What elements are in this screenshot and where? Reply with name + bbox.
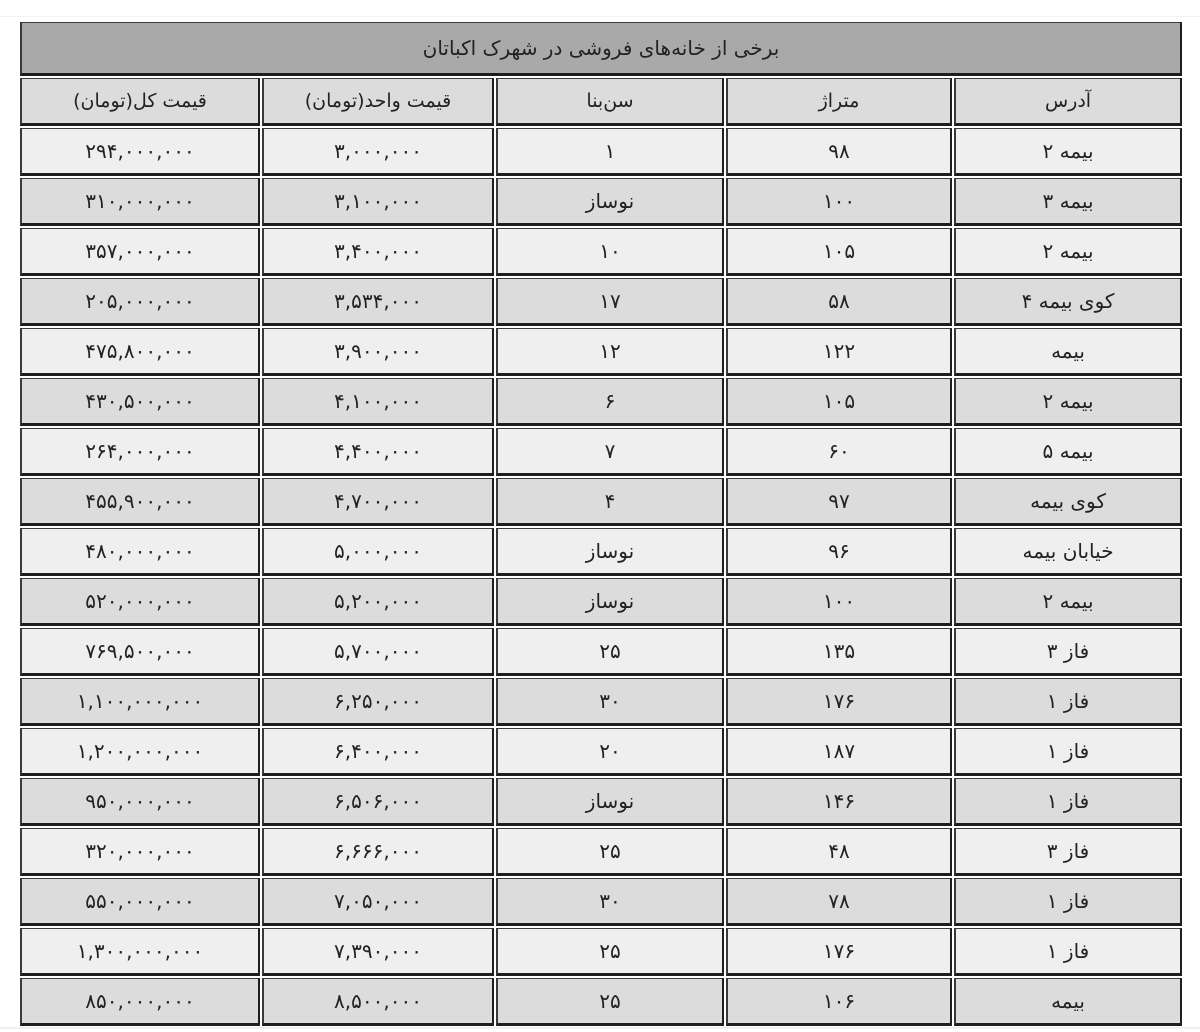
cell-unit-price: ۴,۱۰۰,۰۰۰ — [262, 378, 494, 426]
cell-unit-price: ۴,۴۰۰,۰۰۰ — [262, 428, 494, 476]
cell-age: ۳۰ — [496, 678, 724, 726]
cell-unit-price: ۳,۱۰۰,۰۰۰ — [262, 178, 494, 226]
table-row — [20, 378, 1182, 426]
cell-total-price: ۱,۲۰۰,۰۰۰,۰۰۰ — [20, 728, 260, 776]
cell-area: ۹۷ — [726, 478, 952, 526]
bottom-divider — [0, 1027, 1200, 1029]
table-row — [20, 328, 1182, 376]
cell-address: بیمه ۲ — [954, 228, 1182, 276]
cell-age: ۳۰ — [496, 878, 724, 926]
cell-area: ۱۷۶ — [726, 928, 952, 976]
cell-total-price: ۱,۳۰۰,۰۰۰,۰۰۰ — [20, 928, 260, 976]
cell-total-price: ۴۸۰,۰۰۰,۰۰۰ — [20, 528, 260, 576]
cell-area: ۱۴۶ — [726, 778, 952, 826]
cell-unit-price: ۶,۶۶۶,۰۰۰ — [262, 828, 494, 876]
cell-address: فاز ۳ — [954, 828, 1182, 876]
cell-total-price: ۲۰۵,۰۰۰,۰۰۰ — [20, 278, 260, 326]
cell-age: ۷ — [496, 428, 724, 476]
header-age: سن‌بنا — [496, 78, 724, 126]
cell-total-price: ۲۹۴,۰۰۰,۰۰۰ — [20, 128, 260, 176]
cell-address: بیمه ۵ — [954, 428, 1182, 476]
header-total-price: قیمت کل(تومان) — [20, 78, 260, 126]
cell-area: ۱۰۵ — [726, 378, 952, 426]
houses-for-sale-table — [18, 20, 1184, 1028]
header-area: متراژ — [726, 78, 952, 126]
cell-address: بیمه — [954, 328, 1182, 376]
cell-unit-price: ۵,۲۰۰,۰۰۰ — [262, 578, 494, 626]
cell-total-price: ۴۵۵,۹۰۰,۰۰۰ — [20, 478, 260, 526]
cell-unit-price: ۶,۵۰۶,۰۰۰ — [262, 778, 494, 826]
cell-address: بیمه ۳ — [954, 178, 1182, 226]
table-row — [20, 928, 1182, 976]
cell-unit-price: ۵,۰۰۰,۰۰۰ — [262, 528, 494, 576]
cell-area: ۱۲۲ — [726, 328, 952, 376]
cell-address: کوی بیمه — [954, 478, 1182, 526]
cell-area: ۴۸ — [726, 828, 952, 876]
cell-address: بیمه ۲ — [954, 128, 1182, 176]
table-row — [20, 278, 1182, 326]
cell-area: ۱۰۶ — [726, 978, 952, 1026]
cell-total-price: ۴۳۰,۵۰۰,۰۰۰ — [20, 378, 260, 426]
table-row — [20, 228, 1182, 276]
cell-address: فاز ۳ — [954, 628, 1182, 676]
cell-address: بیمه — [954, 978, 1182, 1026]
cell-unit-price: ۳,۵۳۴,۰۰۰ — [262, 278, 494, 326]
table-row — [20, 778, 1182, 826]
top-divider — [0, 16, 1200, 17]
cell-area: ۱۳۵ — [726, 628, 952, 676]
cell-area: ۱۸۷ — [726, 728, 952, 776]
cell-unit-price: ۷,۳۹۰,۰۰۰ — [262, 928, 494, 976]
cell-address: فاز ۱ — [954, 728, 1182, 776]
cell-area: ۹۶ — [726, 528, 952, 576]
table-body — [20, 128, 1182, 1026]
cell-age: نوساز — [496, 178, 724, 226]
cell-unit-price: ۶,۴۰۰,۰۰۰ — [262, 728, 494, 776]
cell-area: ۶۰ — [726, 428, 952, 476]
cell-age: ۶ — [496, 378, 724, 426]
cell-unit-price: ۶,۲۵۰,۰۰۰ — [262, 678, 494, 726]
cell-area: ۷۸ — [726, 878, 952, 926]
cell-total-price: ۲۶۴,۰۰۰,۰۰۰ — [20, 428, 260, 476]
title-row — [20, 22, 1182, 76]
header-unit-price: قیمت واحد(تومان) — [262, 78, 494, 126]
cell-unit-price: ۳,۹۰۰,۰۰۰ — [262, 328, 494, 376]
cell-total-price: ۳۲۰,۰۰۰,۰۰۰ — [20, 828, 260, 876]
cell-age: ۴ — [496, 478, 724, 526]
cell-age: ۲۵ — [496, 928, 724, 976]
cell-address: خیابان بیمه — [954, 528, 1182, 576]
cell-address: فاز ۱ — [954, 878, 1182, 926]
cell-area: ۱۰۵ — [726, 228, 952, 276]
cell-unit-price: ۸,۵۰۰,۰۰۰ — [262, 978, 494, 1026]
cell-total-price: ۵۵۰,۰۰۰,۰۰۰ — [20, 878, 260, 926]
table-row — [20, 178, 1182, 226]
cell-total-price: ۹۵۰,۰۰۰,۰۰۰ — [20, 778, 260, 826]
cell-age: ۱۲ — [496, 328, 724, 376]
table-row — [20, 978, 1182, 1026]
table-row — [20, 578, 1182, 626]
cell-total-price: ۷۶۹,۵۰۰,۰۰۰ — [20, 628, 260, 676]
cell-area: ۱۰۰ — [726, 178, 952, 226]
cell-age: ۲۰ — [496, 728, 724, 776]
table-row — [20, 828, 1182, 876]
table-row — [20, 678, 1182, 726]
table-row — [20, 478, 1182, 526]
cell-address: بیمه ۲ — [954, 578, 1182, 626]
table-row — [20, 878, 1182, 926]
cell-age: ۱ — [496, 128, 724, 176]
cell-age: ۱۰ — [496, 228, 724, 276]
cell-unit-price: ۳,۰۰۰,۰۰۰ — [262, 128, 494, 176]
cell-address: فاز ۱ — [954, 678, 1182, 726]
header-address: آدرس — [954, 78, 1182, 126]
cell-area: ۵۸ — [726, 278, 952, 326]
cell-total-price: ۱,۱۰۰,۰۰۰,۰۰۰ — [20, 678, 260, 726]
cell-unit-price: ۵,۷۰۰,۰۰۰ — [262, 628, 494, 676]
cell-total-price: ۳۵۷,۰۰۰,۰۰۰ — [20, 228, 260, 276]
cell-age: نوساز — [496, 778, 724, 826]
cell-age: نوساز — [496, 528, 724, 576]
cell-address: کوی بیمه ۴ — [954, 278, 1182, 326]
cell-age: ۱۷ — [496, 278, 724, 326]
cell-age: ۲۵ — [496, 978, 724, 1026]
table-row — [20, 528, 1182, 576]
cell-total-price: ۳۱۰,۰۰۰,۰۰۰ — [20, 178, 260, 226]
table-row — [20, 128, 1182, 176]
cell-area: ۹۸ — [726, 128, 952, 176]
table-title: برخی از خانه‌های فروشی در شهرک اکباتان — [20, 22, 1182, 76]
cell-age: ۲۵ — [496, 828, 724, 876]
cell-unit-price: ۴,۷۰۰,۰۰۰ — [262, 478, 494, 526]
table-row — [20, 728, 1182, 776]
table-row — [20, 428, 1182, 476]
cell-total-price: ۵۲۰,۰۰۰,۰۰۰ — [20, 578, 260, 626]
cell-address: فاز ۱ — [954, 928, 1182, 976]
cell-area: ۱۷۶ — [726, 678, 952, 726]
cell-total-price: ۴۷۵,۸۰۰,۰۰۰ — [20, 328, 260, 376]
table-row — [20, 628, 1182, 676]
cell-total-price: ۸۵۰,۰۰۰,۰۰۰ — [20, 978, 260, 1026]
cell-address: بیمه ۲ — [954, 378, 1182, 426]
cell-age: نوساز — [496, 578, 724, 626]
header-row — [20, 78, 1182, 126]
cell-area: ۱۰۰ — [726, 578, 952, 626]
cell-address: فاز ۱ — [954, 778, 1182, 826]
cell-unit-price: ۳,۴۰۰,۰۰۰ — [262, 228, 494, 276]
cell-age: ۲۵ — [496, 628, 724, 676]
cell-unit-price: ۷,۰۵۰,۰۰۰ — [262, 878, 494, 926]
